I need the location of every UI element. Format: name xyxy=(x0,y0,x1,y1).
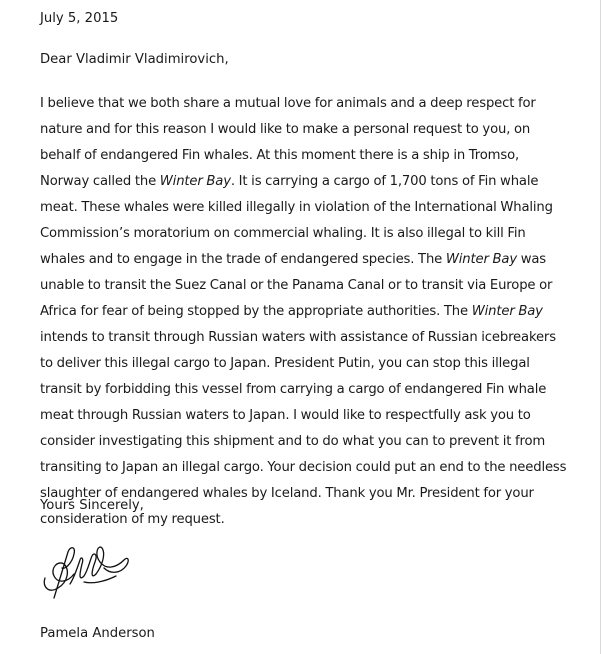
ship-name-italic: Winter Bay xyxy=(445,252,517,267)
handwritten-signature-icon xyxy=(40,538,132,602)
body-segment-4: intends to transit through Russian waters with assistance of Russian icebreakers to deliver this illegal cargo to Japan. President Putin, you can stop this illegal transit by forbidding this vessel from carrying a cargo of endangered Fin whale meat through Russian waters to Japan. I would like to respectfully ask you to consider investigating this shipment and to do what you can to prevent it from transiting to Japan an illegal cargo. Your decision could put an end to the needless slaughter of endangered whales by Iceland. Thank you Mr. President for your consideration of my request. xyxy=(40,330,567,527)
body-segment-2: . It is carrying a cargo of 1,700 tons of Fin whale meat. These whales were killed illegally in violation of the International Whaling Commission’s moratorium on commercial whaling. It is also illegal to kill Fin whales and to engage in the trade of endangered species. The xyxy=(40,174,553,267)
letter-closing: Yours Sincerely, xyxy=(40,498,144,513)
body-segment-3: was unable to transit the Suez Canal or the Panama Canal or to transit via Europe or Africa for fear of being stopped by the appropriate authorities. The xyxy=(40,252,553,319)
ship-name-italic: Winter Bay xyxy=(471,304,543,319)
letter-date: July 5, 2015 xyxy=(40,11,119,26)
signature-strokes xyxy=(44,547,128,598)
ship-name-italic: Winter Bay xyxy=(159,174,231,189)
letter-body xyxy=(40,91,568,533)
body-segment-1: I believe that we both share a mutual love for animals and a deep respect for nature and for this reason I would like to make a personal request to you, on behalf of endangered Fin whales. At this moment there is a ship in Tromso, Norway called the xyxy=(40,96,536,189)
page-edge-divider xyxy=(600,0,601,654)
signer-name: Pamela Anderson xyxy=(40,626,155,641)
letter-salutation: Dear Vladimir Vladimirovich, xyxy=(40,52,229,67)
